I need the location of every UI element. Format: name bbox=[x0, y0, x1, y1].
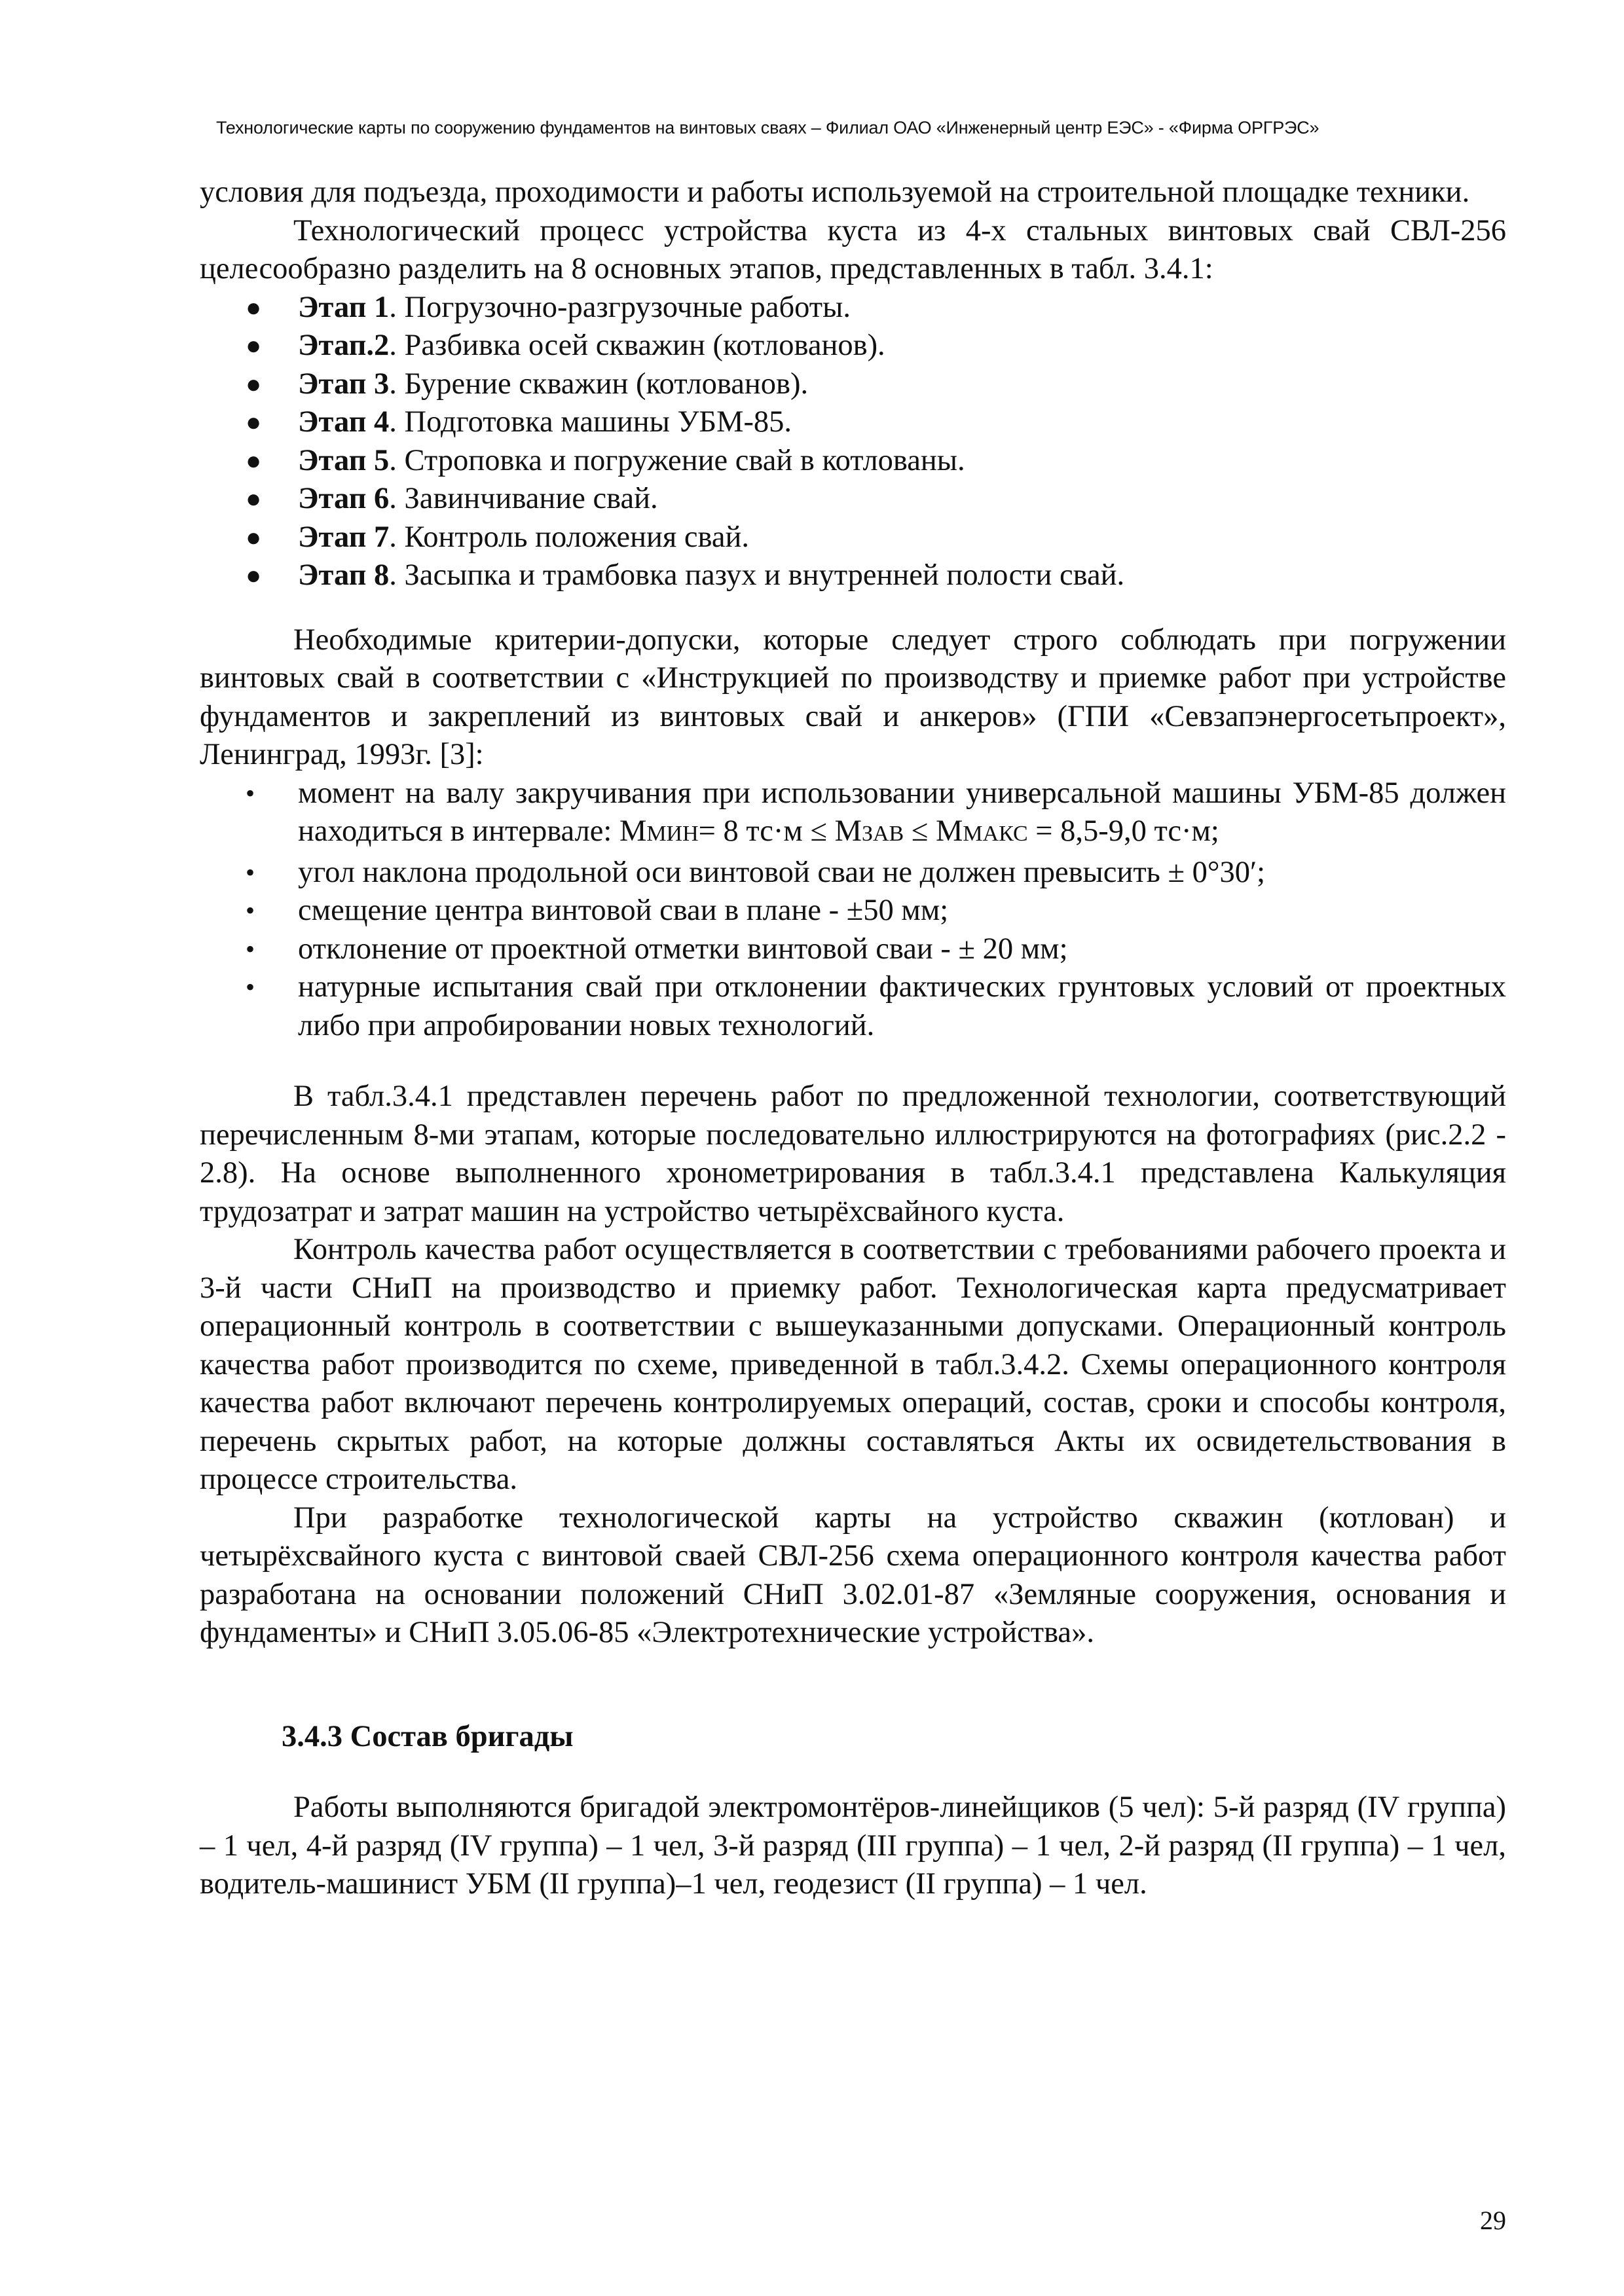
stages-list bbox=[200, 289, 1506, 595]
list-item: ● Этап 4. Подготовка машины УБМ-85. bbox=[200, 403, 1506, 442]
intro-continuation: условия для подъезда, проходимости и работы используемой на строительной площадке техники. bbox=[200, 175, 1470, 209]
bullet-icon: ● bbox=[246, 369, 262, 399]
page-body bbox=[200, 173, 1506, 1904]
list-item: ● Этап.2. Разбивка осей скважин (котлованов). bbox=[200, 327, 1506, 365]
list-item: • момент на валу закручивания при использовании универсальной машины УБМ-85 должен находиться в интервале: ММИН= 8 тс·м ≤ МЗАВ ≤ ММАКС = 8,5-9,0 тс·м; bbox=[200, 774, 1506, 854]
section-title: 3.4.3 Состав бригады bbox=[282, 1719, 574, 1753]
running-header: Технологические карты по сооружению фундаментов на винтовых сваях – Филиал ОАО «Инженерный центр ЕЭС» - «Фирма ОРГРЭС» bbox=[216, 118, 1320, 137]
bullet-icon: • bbox=[246, 934, 255, 964]
list-item: ● Этап 3. Бурение скважин (котлованов). bbox=[200, 365, 1506, 404]
list-item: ● Этап 7. Контроль положения свай. bbox=[200, 519, 1506, 557]
list-item: • отклонение от проектной отметки винтовой сваи - ± 20 мм; bbox=[200, 930, 1506, 969]
criteria-intro: Необходимые критерии-допуски, которые следует строго соблюдать при погружении винтовых свай в соответствии с «Инструкцией по производству и приемке работ при устройстве фундаментов и закреплений из винтовых свай и анкеров» (ГПИ «Севзапэнергосетьпроект», Ленинград, 1993г. [3]: bbox=[200, 623, 1506, 771]
list-item: ● Этап 8. Засыпка и трамбовка пазух и внутренней полости свай. bbox=[200, 556, 1506, 595]
bullet-icon: ● bbox=[246, 292, 262, 322]
process-intro: Технологический процесс устройства куста из 4-х стальных винтовых свай СВЛ-256 целесообразно разделить на 8 основных этапов, представленных в табл. 3.4.1: bbox=[200, 213, 1506, 285]
bullet-icon: ● bbox=[246, 522, 262, 552]
list-item: • смещение центра винтовой сваи в плане - ±50 мм; bbox=[200, 892, 1506, 930]
bullet-icon: ● bbox=[246, 445, 262, 475]
list-item: • натурные испытания свай при отклонении фактических грунтовых условий от проектных либо при апробировании новых технологий. bbox=[200, 968, 1506, 1045]
paragraph-brigade: Работы выполняются бригадой электромонтёров-линейщиков (5 чел): 5-й разряд (IV группа) – 1 чел, 4-й разряд (IV группа) – 1 чел, 3-й разряд (III группа) – 1 чел, 2-й разряд (II группа) – 1 чел, водитель-машинист УБМ (II группа)–1 чел, геодезист (II группа) – 1 чел. bbox=[200, 1791, 1506, 1901]
paragraph-development: При разработке технологической карты на устройство скважин (котлован) и четырёхсвайного куста с винтовой сваей СВЛ-256 схема операционного контроля качества работ разработана на основании положений СНиП 3.02.01-87 «Земляные сооружения, основания и фундаменты» и СНиП 3.05.06-85 «Электротехнические устройства». bbox=[200, 1501, 1506, 1649]
criteria-list bbox=[200, 774, 1506, 1046]
bullet-icon: ● bbox=[246, 484, 262, 513]
bullet-icon: ● bbox=[246, 407, 262, 437]
list-item: ● Этап 1. Погрузочно-разгрузочные работы. bbox=[200, 289, 1506, 327]
page-number: 29 bbox=[1480, 2206, 1506, 2235]
bullet-icon: • bbox=[246, 778, 255, 808]
list-item: ● Этап 5. Строповка и погружение свай в котлованы. bbox=[200, 442, 1506, 481]
bullet-icon: • bbox=[246, 972, 255, 1002]
list-item: • угол наклона продольной оси винтовой сваи не должен превысить ± 0°30′; bbox=[200, 854, 1506, 892]
bullet-icon: ● bbox=[246, 560, 262, 590]
paragraph-quality: Контроль качества работ осуществляется в соответствии с требованиями рабочего проекта и 3-й части СНиП на производство и приемку работ. Технологическая карта предусматривает операционный контроль в соответствии с вышеуказанными допусками. Операционный контроль качества работ производится по схеме, приведенной в табл.3.4.2. Схемы операционного контроля качества работ включают перечень контролируемых операций, состав, сроки и способы контроля, перечень скрытых работ, на которые должны составляться Акты их освидетельствования в процессе строительства. bbox=[200, 1233, 1506, 1496]
list-item: ● Этап 6. Завинчивание свай. bbox=[200, 480, 1506, 519]
bullet-icon: • bbox=[246, 857, 255, 887]
paragraph-table: В табл.3.4.1 представлен перечень работ по предложенной технологии, соответствующий перечисленным 8-ми этапам, которые последовательно иллюстрируются на фотографиях (рис.2.2 - 2.8). На основе выполненного хронометрирования в табл.3.4.1 представлена Калькуляция трудозатрат и затрат машин на устройство четырёхсвайного куста. bbox=[200, 1080, 1506, 1228]
bullet-icon: • bbox=[246, 896, 255, 925]
bullet-icon: ● bbox=[246, 331, 262, 360]
